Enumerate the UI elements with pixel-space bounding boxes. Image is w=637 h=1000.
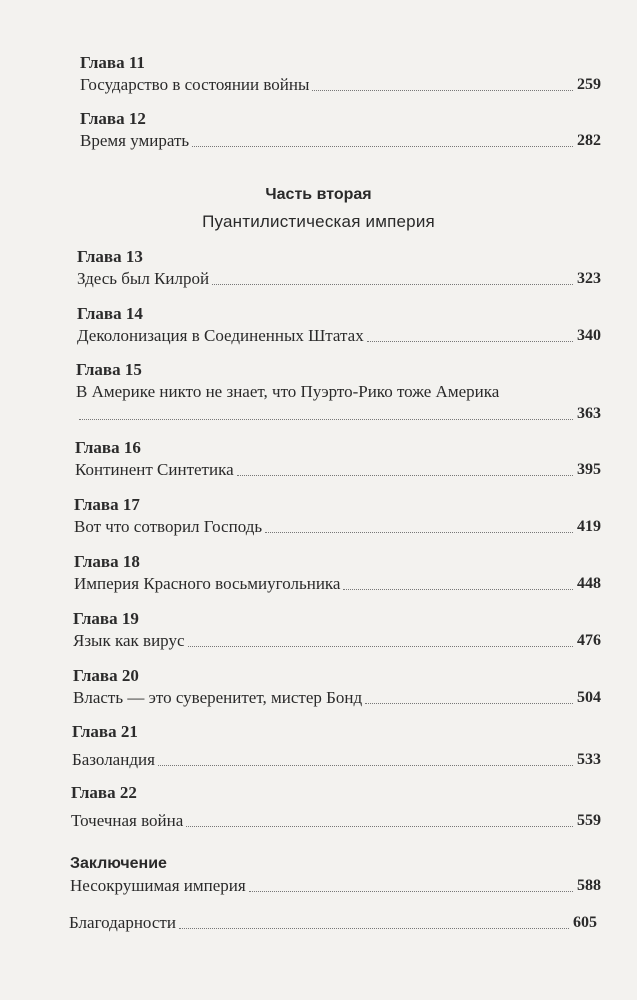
dot-leader — [343, 588, 573, 590]
chapter-label: Глава 12 — [80, 109, 146, 128]
page-number: 605 — [573, 914, 597, 931]
page-number: 533 — [577, 751, 601, 768]
page-number: 588 — [577, 877, 601, 894]
page-number: 340 — [577, 327, 601, 344]
dot-leader — [179, 927, 569, 929]
chapter-title: Точечная война — [71, 811, 184, 830]
toc-entry-chapter-12[interactable] — [80, 108, 601, 152]
chapter-label: Глава 15 — [76, 360, 142, 379]
page-number: 476 — [577, 632, 601, 649]
chapter-title: Империя Красного восьмиугольника — [74, 574, 341, 593]
page-number: 259 — [577, 76, 601, 93]
dot-leader — [79, 418, 573, 420]
page-number: 419 — [577, 518, 601, 535]
part-title: Часть вторая — [265, 186, 372, 203]
dot-leader — [237, 474, 573, 476]
chapter-title: Время умирать — [80, 131, 190, 150]
page-number: 559 — [577, 812, 601, 829]
toc-entry-chapter-19[interactable] — [73, 608, 601, 652]
toc-entry-chapter-13[interactable] — [77, 246, 601, 290]
chapter-title: Здесь был Килрой — [77, 269, 210, 288]
chapter-label: Глава 13 — [77, 247, 143, 266]
dot-leader — [265, 531, 573, 533]
chapter-label: Глава 17 — [74, 495, 140, 514]
page-number: 282 — [577, 132, 601, 149]
part-subtitle: Пуантилистическая империя — [202, 212, 435, 231]
toc-entry-chapter-17[interactable] — [74, 494, 601, 538]
chapter-label: Глава 18 — [74, 552, 140, 571]
dot-leader — [158, 764, 573, 766]
dot-leader — [186, 825, 573, 827]
chapter-title: Вот что сотворил Господь — [74, 517, 263, 536]
chapter-title: Язык как вирус — [73, 631, 185, 650]
chapter-title: Континент Синтетика — [75, 460, 234, 479]
page-number: 363 — [577, 405, 601, 422]
dot-leader — [367, 340, 573, 342]
chapter-label: Глава 11 — [80, 53, 145, 72]
chapter-title: Базоландия — [72, 750, 155, 769]
toc-entry-chapter-21[interactable] — [72, 721, 601, 771]
dot-leader — [212, 283, 573, 285]
toc-entry-conclusion[interactable] — [70, 853, 601, 897]
chapter-label: Глава 19 — [73, 609, 139, 628]
chapter-label: Глава 22 — [71, 783, 137, 802]
chapter-label: Глава 14 — [77, 304, 143, 323]
toc-entry-chapter-20[interactable] — [73, 665, 601, 709]
toc-entry-chapter-15[interactable] — [76, 359, 601, 425]
dot-leader — [312, 89, 573, 91]
section-label: Заключение — [70, 855, 167, 872]
dot-leader — [188, 645, 574, 647]
dot-leader — [249, 890, 573, 892]
toc-entry-acknowledgements[interactable] — [69, 912, 597, 934]
toc-entry-chapter-14[interactable] — [77, 303, 601, 347]
toc-entry-chapter-18[interactable] — [74, 551, 601, 595]
chapter-label: Глава 16 — [75, 438, 141, 457]
toc-entry-chapter-16[interactable] — [75, 437, 601, 481]
chapter-title: Государство в состоянии войны — [80, 75, 310, 94]
section-title: Благодарности — [69, 913, 176, 932]
toc-entry-chapter-22[interactable] — [71, 782, 601, 832]
toc-entry-chapter-11[interactable] — [80, 52, 601, 96]
chapter-label: Глава 21 — [72, 722, 138, 741]
dot-leader — [365, 702, 573, 704]
chapter-title: Деколонизация в Соединенных Штатах — [77, 326, 364, 345]
chapter-label: Глава 20 — [73, 666, 139, 685]
page-number: 323 — [577, 270, 601, 287]
chapter-title: Власть — это суверенитет, мистер Бонд — [73, 688, 363, 707]
page-number: 504 — [577, 689, 601, 706]
page-number: 395 — [577, 461, 601, 478]
page-number: 448 — [577, 575, 601, 592]
section-title: Несокрушимая империя — [70, 876, 246, 895]
chapter-title: В Америке никто не знает, что Пуэрто-Рико тоже Америка — [76, 382, 500, 401]
dot-leader — [192, 145, 573, 147]
